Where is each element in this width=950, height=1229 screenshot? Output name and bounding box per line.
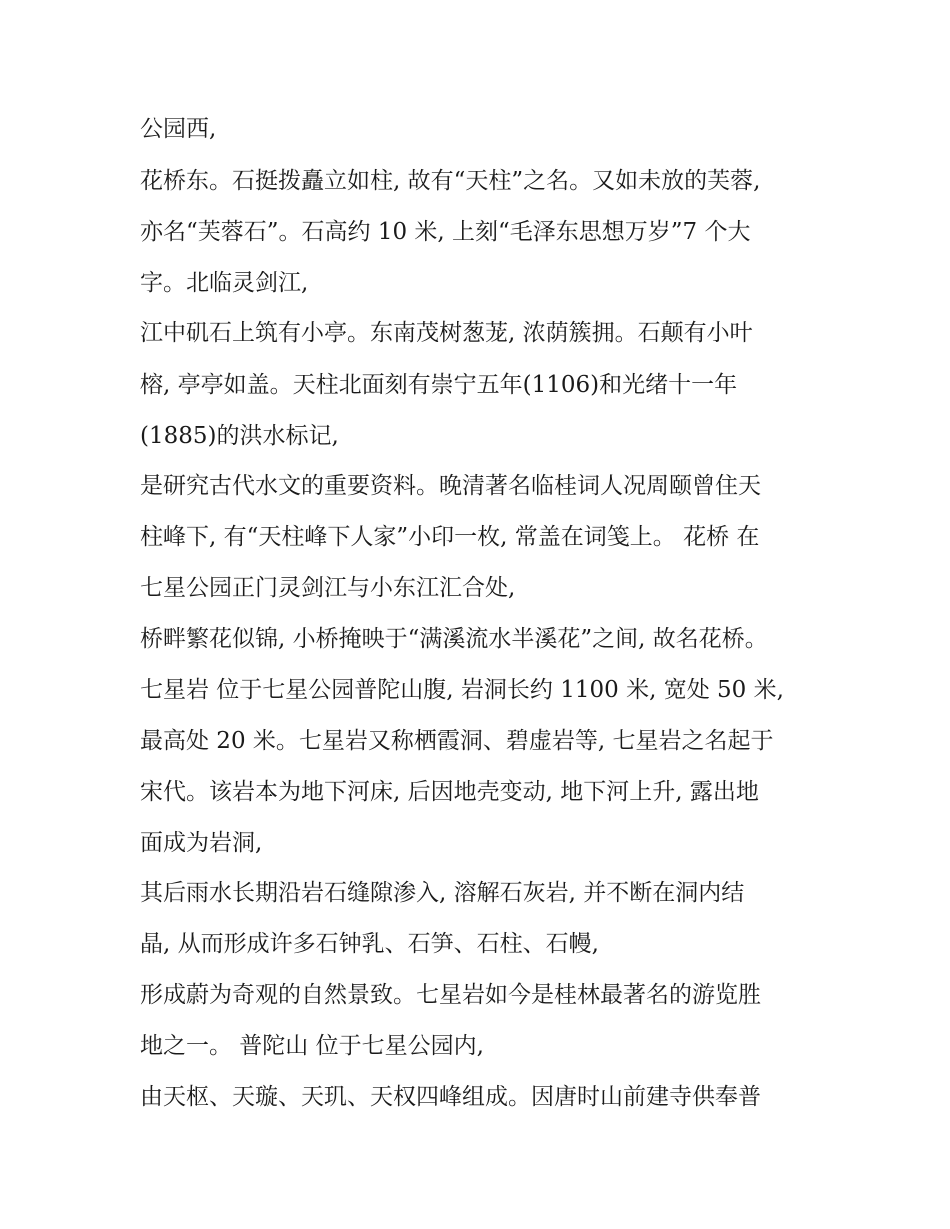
text-line-2: 花桥东。石挺拨矗立如柱, 故有“天柱”之名。又如未放的芙蓉, <box>140 168 761 194</box>
text-line-10: 七星公园正门灵剑江与小东江汇合处, <box>140 575 516 601</box>
text-line-18: 形成蔚为奇观的自然景致。七星岩如今是桂林最著名的游览胜 <box>140 982 761 1008</box>
text-line-17: 晶, 从而形成许多石钟乳、石笋、石柱、石幔, <box>140 931 599 957</box>
text-line-1: 公园西, <box>140 116 217 142</box>
text-line-6: 榕, 亭亭如盖。天柱北面刻有崇宁五年(1106)和光绪十一年 <box>140 372 738 398</box>
text-line-3: 亦名“芙蓉石”。石高约 10 米, 上刻“毛泽东思想万岁”7 个大 <box>140 219 751 245</box>
text-line-5: 江中矶石上筑有小亭。东南茂树葱茏, 浓荫簇拥。石颠有小叶 <box>140 320 753 346</box>
text-line-19: 地之一。 普陀山 位于七星公园内, <box>140 1033 484 1059</box>
text-line-16: 其后雨水长期沿岩石缝隙渗入, 溶解石灰岩, 并不断在洞内结 <box>140 880 745 906</box>
text-line-15: 面成为岩洞, <box>140 830 263 856</box>
text-line-20: 由天枢、天璇、天玑、天权四峰组成。因唐时山前建寺供奉普 <box>140 1084 761 1110</box>
text-line-8: 是研究古代水文的重要资料。晚清著名临桂词人况周颐曾住天 <box>140 473 761 499</box>
text-line-4: 字。北临灵剑江, <box>140 270 309 296</box>
text-line-12: 七星岩 位于七星公园普陀山腹, 岩洞长约 1100 米, 宽处 50 米, <box>140 677 784 703</box>
text-line-11: 桥畔繁花似锦, 小桥掩映于“满溪流水半溪花”之间, 故名花桥。 <box>140 626 768 652</box>
text-line-14: 宋代。该岩本为地下河床, 后因地壳变动, 地下河上升, 露出地 <box>140 779 759 805</box>
text-line-7: (1885)的洪水标记, <box>140 423 339 449</box>
text-line-9: 柱峰下, 有“天柱峰下人家”小印一枚, 常盖在词笺上。 花桥 在 <box>140 524 760 550</box>
text-line-13: 最高处 20 米。七星岩又称栖霞洞、碧虚岩等, 七星岩之名起于 <box>140 728 774 754</box>
